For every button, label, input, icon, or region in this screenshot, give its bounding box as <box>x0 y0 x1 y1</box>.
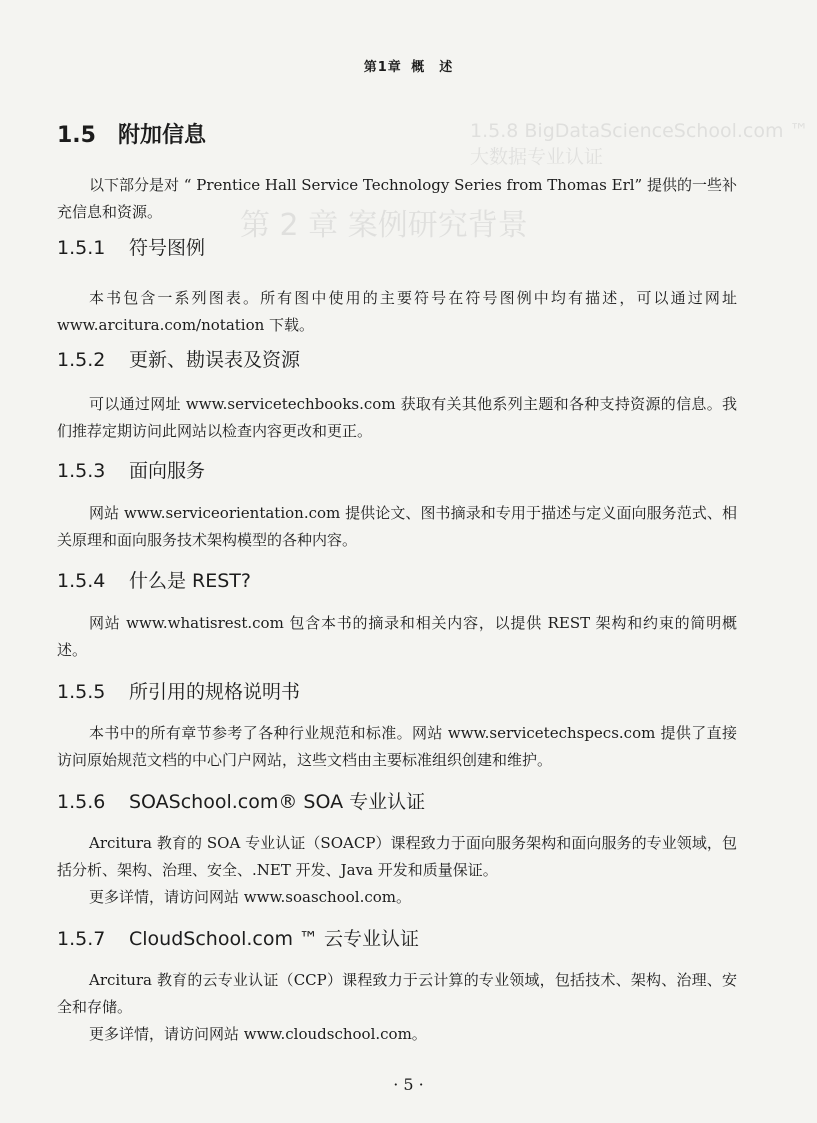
subsection-heading <box>57 566 251 593</box>
subsection-number: 1.5.3 <box>57 460 106 482</box>
subsection-number: 1.5.7 <box>57 928 106 950</box>
subsection-title: SOASchool.com® SOA 专业认证 <box>129 791 426 813</box>
section-heading <box>57 118 206 149</box>
paragraph: 更多详情，请访问网站 www.cloudschool.com。 <box>89 1025 427 1043</box>
subsection-title: 符号图例 <box>129 237 206 259</box>
subsection-number: 1.5.2 <box>57 349 106 371</box>
subsection-heading <box>57 456 205 483</box>
paragraph: Arcitura 教育的云专业认证（CCP）课程致力于云计算的专业领域，包括技术、架构、治理、安全和存储。 <box>57 971 737 1016</box>
subsection-title: CloudSchool.com ™ 云专业认证 <box>129 928 420 950</box>
paragraph: Arcitura 教育的 SOA 专业认证（SOACP）课程致力于面向服务架构和面向服务的专业领域，包括分析、架构、治理、安全、.NET 开发、Java 开发和质量保证。 <box>57 834 737 879</box>
paragraph: 更多详情，请访问网站 www.soaschool.com。 <box>89 888 411 906</box>
subsection-number: 1.5.5 <box>57 681 106 703</box>
subsection-number: 1.5.4 <box>57 570 106 592</box>
subsection-heading <box>57 677 300 704</box>
bleed-through-text: 1.5.8 BigDataScienceSchool.com ™ 大数据专业认证 <box>470 120 809 168</box>
paragraph: 可以通过网址 www.servicetechbooks.com 获取有关其他系列主题和各种支持资源的信息。我们推荐定期访问此网站以检查内容更改和更正。 <box>57 395 737 440</box>
section-number: 1.5 <box>57 123 96 148</box>
page-number: · 5 · <box>393 1075 424 1094</box>
running-header <box>0 56 817 75</box>
paragraph: 本书中的所有章节参考了各种行业规范和标准。网站 www.servicetechspecs.com 提供了直接访问原始规范文档的中心门户网站，这些文档由主要标准组织创建和维护。 <box>57 724 737 769</box>
subsection-heading <box>57 345 300 372</box>
subsection-heading <box>57 233 205 260</box>
paragraph: 网站 www.serviceorientation.com 提供论文、图书摘录和专用于描述与定义面向服务范式、相关原理和面向服务技术架构模型的各种内容。 <box>57 504 737 549</box>
subsection-heading <box>57 787 425 814</box>
subsection-title: 什么是 REST? <box>129 570 251 592</box>
chapter-label: 第1章 <box>363 60 402 75</box>
paragraph: 本书包含一系列图表。所有图中使用的主要符号在符号图例中均有描述，可以通过网址 www.arcitura.com/notation 下载。 <box>57 289 737 334</box>
bleed-through-text: 第 2 章 案例研究背景 <box>240 208 528 243</box>
chapter-title: 概 述 <box>411 60 454 75</box>
subsection-number: 1.5.1 <box>57 237 106 259</box>
intro-paragraph: 以下部分是对 “ Prentice Hall Service Technology Series from Thomas Erl” 提供的一些补充信息和资源。 <box>57 176 737 221</box>
subsection-title: 面向服务 <box>129 460 206 482</box>
section-title: 附加信息 <box>117 123 206 148</box>
subsection-title: 更新、勘误表及资源 <box>129 349 301 371</box>
subsection-heading <box>57 924 419 951</box>
subsection-number: 1.5.6 <box>57 791 106 813</box>
subsection-title: 所引用的规格说明书 <box>129 681 301 703</box>
paragraph: 网站 www.whatisrest.com 包含本书的摘录和相关内容，以提供 REST 架构和约束的简明概述。 <box>57 614 737 659</box>
